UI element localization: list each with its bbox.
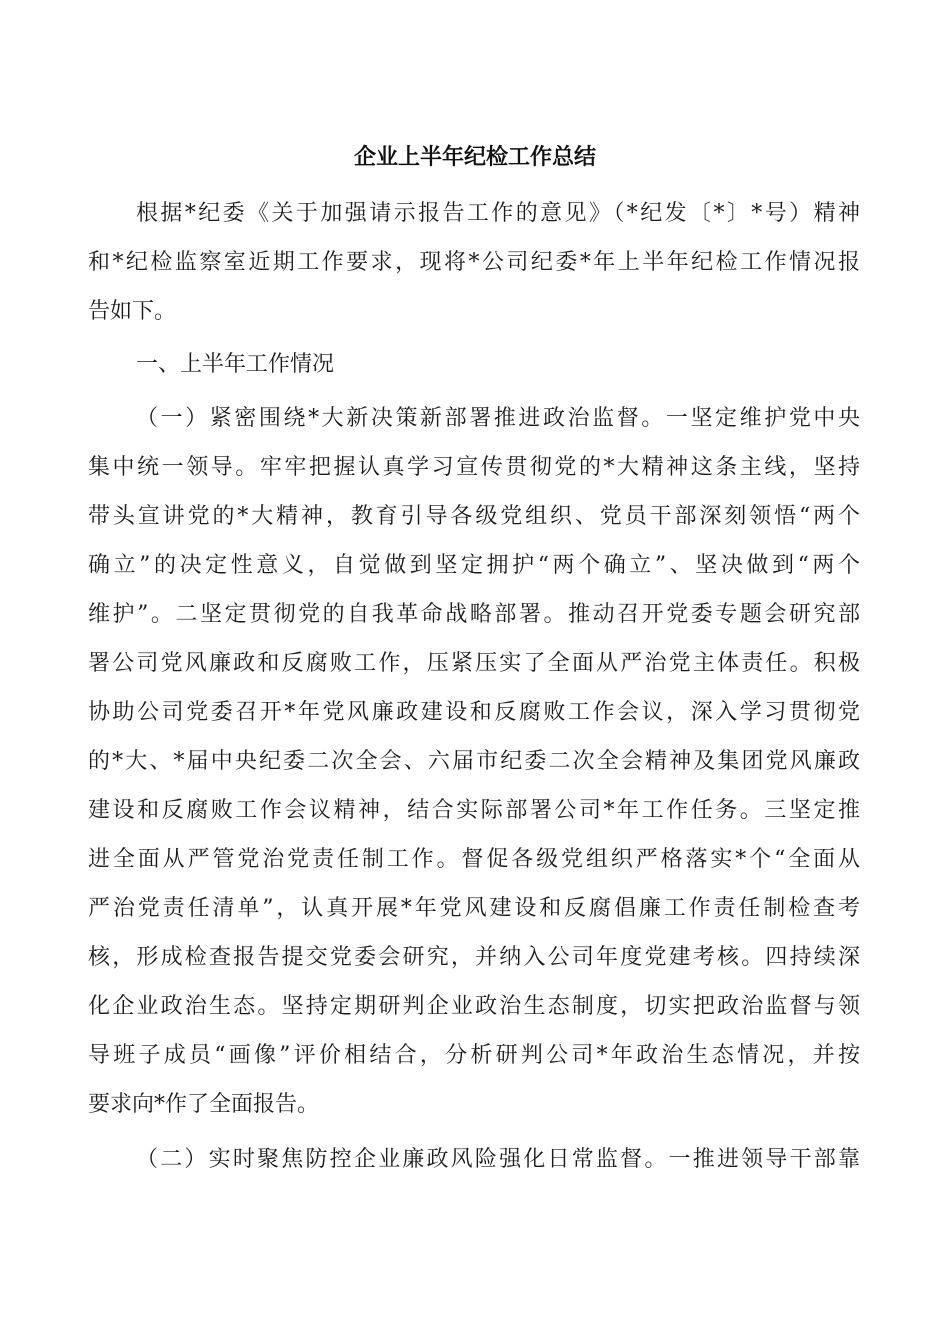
para1-line-11: 严治党责任清单”，认真开展*年党风建设和反腐倡廉工作责任制检查考 — [88, 896, 860, 921]
para1-line-7: 协助公司党委召开*年党风廉政建设和反腐败工作会议，深入学习贯彻党 — [88, 700, 860, 725]
para1-line-4: 确立”的决定性意义，自觉做到坚定拥护“两个确立”、坚决做到“两个 — [88, 553, 860, 578]
para1-line-13: 化企业政治生态。坚持定期研判企业政治生态制度，切实把政治监督与领 — [88, 994, 860, 1019]
intro-line-2: 和*纪检监察室近期工作要求，现将*公司纪委*年上半年纪检工作情况报 — [88, 250, 860, 275]
para1-line-12: 核，形成检查报告提交党委会研究，并纳入公司年度党建考核。四持续深 — [88, 945, 860, 970]
para1-line-15: 要求向*作了全面报告。 — [88, 1092, 320, 1117]
intro-line-1: 根据*纪委《关于加强请示报告工作的意见》（*纪发〔*〕*号）精神 — [136, 201, 860, 226]
intro-line-3: 告如下。 — [88, 299, 177, 324]
para1-line-9: 建设和反腐败工作会议精神，结合实际部署公司*年工作任务。三坚定推 — [88, 798, 860, 823]
para1-line-5: 维护”。二坚定贯彻党的自我革命战略部署。推动召开党委专题会研究部 — [88, 602, 860, 627]
para1-line-3: 带头宣讲党的*大精神，教育引导各级党组织、党员干部深刻领悟“两个 — [88, 504, 860, 529]
para1-line-2: 集中统一领导。牢牢把握认真学习宣传贯彻党的*大精神这条主线，坚持 — [88, 455, 860, 480]
para1-line-10: 进全面从严管党治党责任制工作。督促各级党组织严格落实*个“全面从 — [88, 847, 860, 872]
para2-line-1: （二）实时聚焦防控企业廉政风险强化日常监督。一推进领导干部靠 — [136, 1147, 860, 1172]
para1-line-1: （一）紧密围绕*大新决策新部署推进政治监督。一坚定维护党中央 — [136, 406, 860, 431]
para1-line-14: 导班子成员“画像”评价相结合，分析研判公司*年政治生态情况，并按 — [88, 1043, 860, 1068]
section-heading: 一、上半年工作情况 — [136, 352, 335, 377]
para1-line-8: 的*大、*届中央纪委二次全会、六届市纪委二次全会精神及集团党风廉政 — [88, 749, 860, 774]
document-title: 企业上半年纪检工作总结 — [353, 145, 596, 170]
para1-line-6: 署公司党风廉政和反腐败工作，压紧压实了全面从严治党主体责任。积极 — [88, 651, 860, 676]
